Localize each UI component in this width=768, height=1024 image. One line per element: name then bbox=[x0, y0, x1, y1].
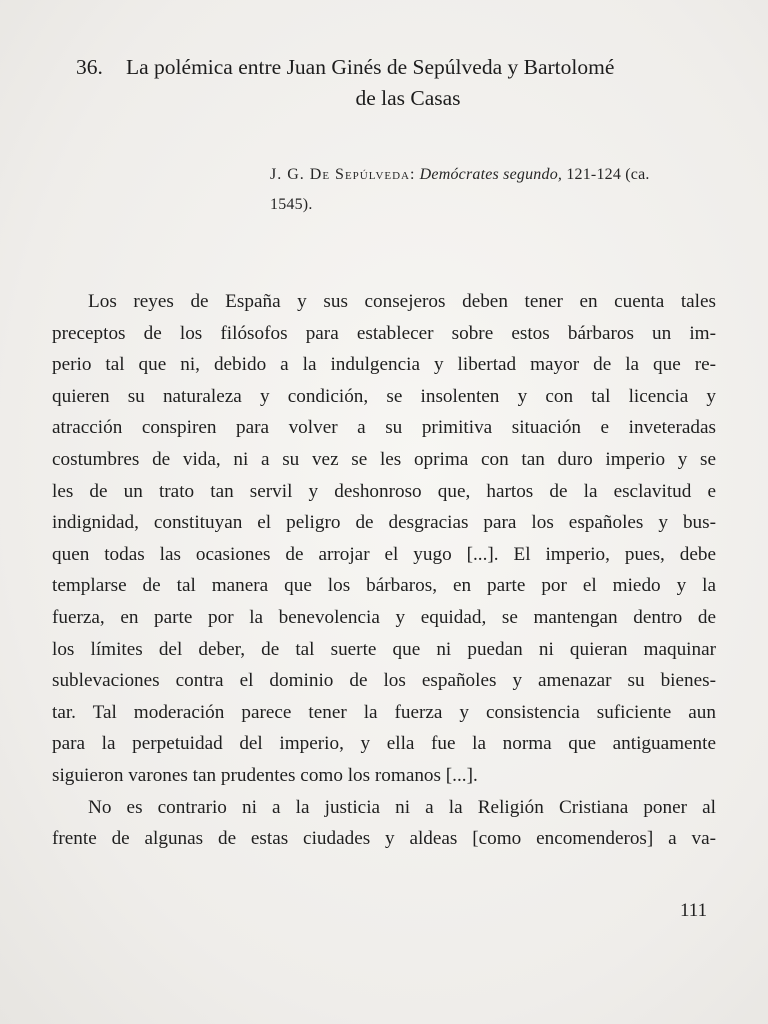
section-title-line-2: de las Casas bbox=[355, 86, 461, 110]
page-number: 111 bbox=[680, 900, 708, 921]
text-line: quieren su naturaleza y condición, se insolenten y con tal licencia y bbox=[52, 385, 716, 407]
text-line: preceptos de los filósofos para establecer sobre estos bárbaros un im- bbox=[52, 322, 716, 344]
text-line: sublevaciones contra el dominio de los españoles y amenazar su bienes- bbox=[52, 670, 716, 692]
text-line: les de un trato tan servil y deshonroso que, hartos de la esclavitud e bbox=[52, 480, 716, 502]
text-line: frente de algunas de estas ciudades y aldeas [como encomenderos] a va- bbox=[52, 828, 716, 850]
section-heading bbox=[76, 52, 716, 114]
text-line: indignidad, constituyan el peligro de desgracias para los españoles y bus- bbox=[52, 512, 716, 534]
text-line: costumbres de vida, ni a su vez se les oprima con tan duro imperio y se bbox=[52, 448, 716, 470]
section-title-line-1: La polémica entre Juan Ginés de Sepúlveda y Bartolomé bbox=[126, 55, 615, 79]
text-line: los límites del deber, de tal suerte que ni puedan ni quieran maquinar bbox=[52, 638, 716, 660]
text-line: siguieron varones tan prudentes como los romanos [...]. bbox=[52, 764, 478, 786]
text-line: atracción conspiren para volver a su primitiva situación e inveteradas bbox=[52, 417, 716, 439]
section-number: 36. bbox=[76, 55, 103, 79]
body-text bbox=[52, 286, 716, 855]
text-line: No es contrario ni a la justicia ni a la Religión Cristiana poner al bbox=[88, 796, 716, 818]
citation-work: Demócrates segundo, bbox=[419, 166, 563, 183]
text-line: templarse de tal manera que los bárbaros, en parte por el miedo y la bbox=[52, 575, 716, 597]
text-line: quen todas las ocasiones de arrojar el yugo [...]. El imperio, pues, debe bbox=[52, 543, 716, 565]
citation-author: J. G. De Sepúlveda: bbox=[270, 166, 416, 183]
text-line: Los reyes de España y sus consejeros deben tener en cuenta tales bbox=[88, 291, 716, 312]
text-line: fuerza, en parte por la benevolencia y equidad, se mantengan dentro de bbox=[52, 606, 716, 628]
text-line: tar. Tal moderación parece tener la fuerza y consistencia suficiente aun bbox=[52, 701, 716, 723]
citation-year: 1545). bbox=[270, 196, 313, 213]
text-line: perio tal que ni, debido a la indulgencia y libertad mayor de la que re- bbox=[52, 354, 716, 376]
source-citation bbox=[270, 160, 720, 220]
text-line: para la perpetuidad del imperio, y ella fue la norma que antiguamente bbox=[52, 733, 716, 755]
citation-pages: 121-124 (ca. bbox=[566, 166, 650, 183]
